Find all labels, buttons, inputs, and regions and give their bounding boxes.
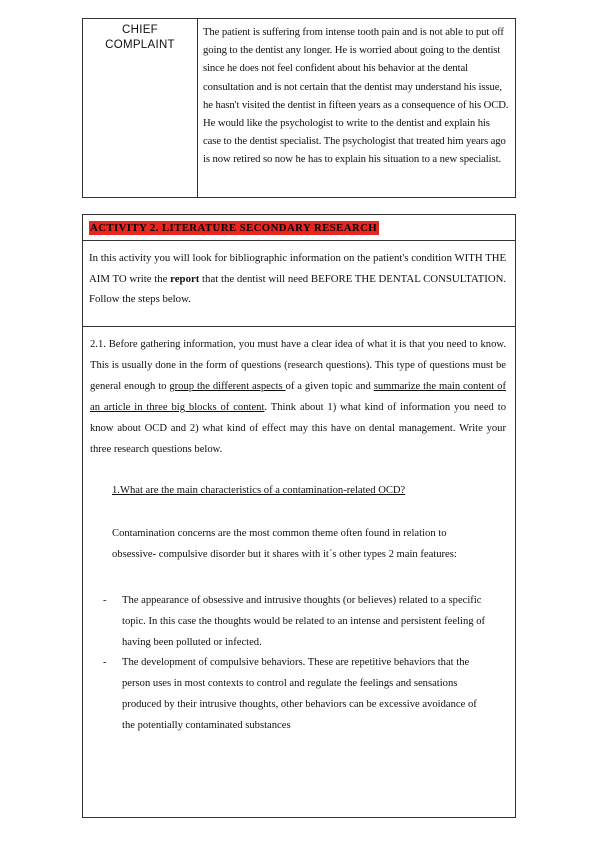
activity-title: ACTIVITY 2. LITERATURE SECONDARY RESEARCH	[90, 222, 378, 234]
answer-intro: Contamination concerns are the most common theme often found in relation to obsessive- compulsive disorder but it shares with it´s other types 2 main features:	[112, 528, 457, 560]
complaint-paragraph-2: He would like the psychologist to write to the dentist and explain his case to the dentist specialist. The psychologist that treated him years ago is now retired so now he has to explain his situation to a new specialist.	[203, 117, 506, 166]
bullet-dash: -	[103, 595, 107, 606]
intro-text-a: In this activity you will look for bibliographic information on the patient's condition WITH THE AIM TO write the	[89, 252, 507, 285]
list-item	[90, 653, 488, 736]
activity-table	[82, 214, 516, 818]
complaint-paragraph-1: The patient is suffering from intense tooth pain and is not able to put off going to the dentist any longer. He is worried about going to the dentist since he does not feel confident about his behavior at the dental consultation and is not certain that the dentist may understand his issue, he hasn't visited the dentist in fifteen years as a consequence of his OCD.	[203, 26, 509, 111]
chief-complaint-table	[82, 18, 516, 198]
intro-text-b: that the dentist will need BEFORE THE DENTAL CONSULTATION. Follow the steps below.	[89, 272, 507, 305]
feature-list	[90, 591, 506, 737]
list-item	[90, 591, 488, 653]
activity-intro	[83, 241, 515, 327]
chief-complaint-text	[198, 19, 515, 197]
activity-body	[83, 327, 515, 737]
instructions-b: of a given topic and	[285, 381, 374, 392]
chief-complaint-label	[83, 19, 198, 197]
label-line-1: CHIEF	[122, 24, 158, 36]
bullet-dash: -	[103, 657, 107, 669]
instructions-underline-2: summarize the main content of an article in three big blocks of content	[90, 381, 506, 413]
instructions	[90, 334, 506, 460]
activity-header	[83, 215, 515, 241]
instructions-a: 2.1. Before gathering information, you must have a clear idea of what it is that you need to know. This is usually done in the form of questions (research questions). This type of questions must be general enough to	[90, 339, 506, 392]
list-item-text: The development of compulsive behaviors. These are repetitive behaviors that the person uses in most contexts to control and regulate the feelings and sensations produced by their intrusive thoughts, other behaviors can be excessive avoidance of the potentially contaminated substances	[122, 657, 477, 731]
list-item-text: The appearance of obsessive and intrusive thoughts (or believes) related to a specific topic. In this case the thoughts would be related to an intense and persistent feeling of having been polluted or infected.	[122, 595, 486, 648]
label-line-2: COMPLAINT	[105, 39, 175, 51]
instructions-c: . Think about 1) what kind of information you need to know about OCD and 2) what kind of effect may this have on dental management. Write your three research questions below.	[90, 402, 506, 455]
instructions-underline-1: group the different aspects	[169, 381, 286, 392]
intro-bold-report: report	[170, 272, 200, 285]
research-question-1: 1.What are the main characteristics of a contamination-related OCD?	[112, 485, 406, 496]
